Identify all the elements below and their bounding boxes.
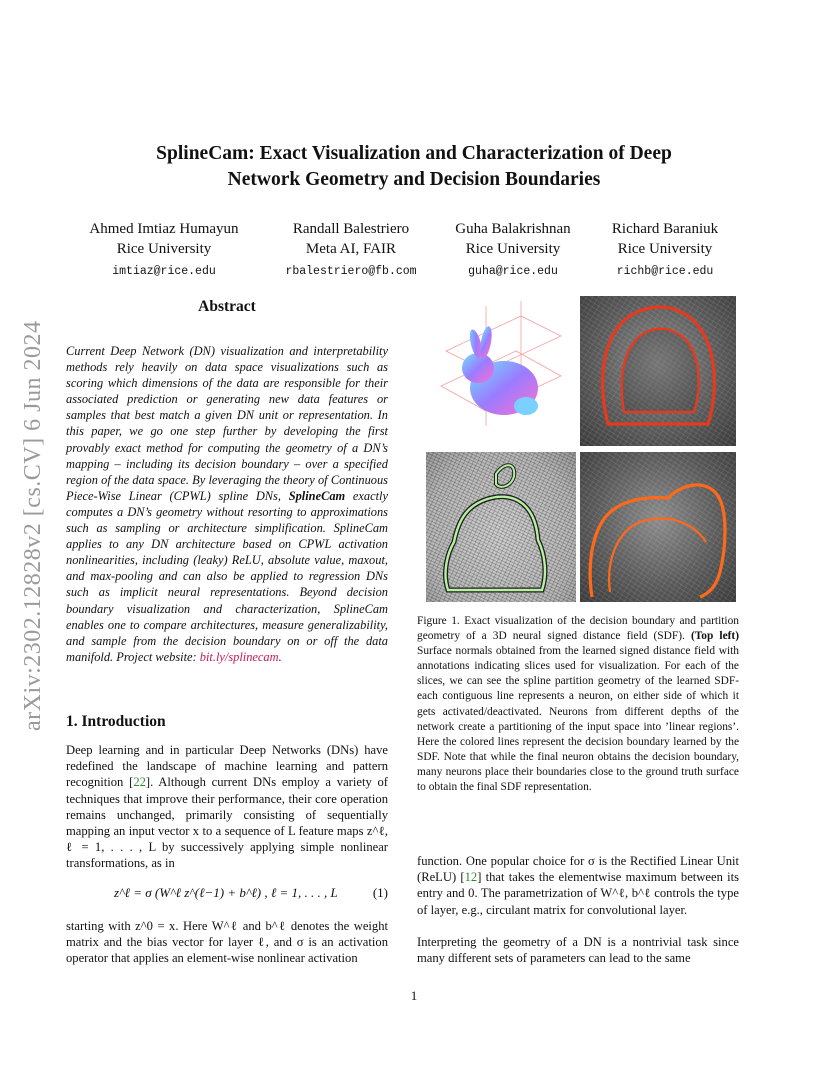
- figure-panel-slice-orange: [580, 452, 736, 602]
- right-p1-text-b: ] that takes the elementwise maximum between its entry and 0. The parametrization of W^ℓ, b^ℓ controls the type of layer, e.g., circulant matrix for convolutional layer.: [417, 870, 739, 917]
- title-line-1: SplineCam: Exact Visualization and Characterization of Deep: [156, 143, 672, 164]
- author-name: Ahmed Imtiaz Humayun: [89, 221, 239, 237]
- author-affiliation: Meta AI, FAIR: [305, 241, 397, 257]
- title-line-2: Network Geometry and Decision Boundaries: [227, 169, 601, 190]
- red-decision-boundary: [580, 296, 736, 446]
- author-1: [72, 219, 256, 282]
- project-website-link[interactable]: bit.ly/splinecam: [199, 649, 279, 664]
- author-email: guha@rice.edu: [468, 265, 558, 278]
- abstract-part-a: Current Deep Network (DN) visualization and interpretability methods rely heavily on data space visualizations such as scoring which dimensions of the data are responsible for their associated prediction or generating new data features or samples that best match a given DN unit or representation. In this paper, we go one step further by developing the first provably exact method for computing the geometry of a DN’s mapping – including its decision boundary – over a specified region of the data space. By leveraging the theory of Continuous Piece-Wise Linear (CPWL) spline DNs,: [66, 344, 388, 503]
- caption-bold-top-left: (Top left): [690, 630, 740, 643]
- abstract-bold-splinecam: SplineCam: [288, 488, 346, 503]
- equation-number: (1): [372, 885, 388, 900]
- author-email: rbalestriero@fb.com: [285, 265, 417, 278]
- abstract-text: Current Deep Network (DN) visualization and interpretability methods rely heavily on data space visualizations such as scoring which dimensions of the data are responsible for their associated prediction or generating new data features or samples that best match a given DN unit or representation. In this paper, we go one step further by developing the first provably exact method for computing the geometry of a DN’s mapping – including its decision boundary – over a specified region of the data space. By leveraging the theory of Continuous Piece-Wise Linear (CPWL) spline DNs, SplineCam exactly computes a DN’s geometry without resorting to approximations such as sampling or architecture simplification. SplineCam applies to any DN architecture based on CPWL activation nonlinearities, including (leaky) ReLU, absolute value, maxout, and max-pooling and can also be applied to regression DNs such as implicit neural representations. Beyond decision boundary visualization and characterization, SplineCam enables one to compare architectures, measure generalizability, and sample from the decision boundary on or off the data manifold. Project website: bit.ly/splinecam.: [66, 344, 388, 664]
- abstract-part-b: exactly computes a DN’s geometry without resorting to approximations such as sampling or architecture simplification. SplineCam applies to any DN architecture based on CPWL activation nonlinearities, including (leaky) ReLU, absolute value, maxout, and max-pooling and can also be applied to regression DNs such as implicit neural representations. Beyond decision boundary visualization and characterization, SplineCam enables one to compare architectures, measure generalizability, and sample from the decision boundary on or off the data manifold. Project website:: [66, 488, 388, 664]
- bunny-normals-illustration: [426, 296, 576, 441]
- green-decision-boundary: [426, 452, 576, 602]
- figure-panel-slice-red: [580, 296, 736, 446]
- author-name: Guha Balakrishnan: [455, 221, 571, 237]
- author-3: [438, 219, 588, 282]
- figure-panel-bunny-normals: [426, 296, 576, 441]
- author-2: [266, 219, 436, 282]
- intro-p1-text-b: ]. Although current DNs employ a variety of techniques that improve their performance, their core operation remains unchanged, primarily consisting of sequentially mapping an input vector x to a sequence of L feature maps z^ℓ, ℓ = 1, . . . , L by successively applying simple nonlinear transformations, as in: [66, 775, 388, 871]
- author-name: Richard Baraniuk: [611, 221, 719, 237]
- author-email: richb@rice.edu: [616, 265, 714, 278]
- author-affiliation: Rice University: [617, 241, 713, 257]
- intro-paragraph-2: starting with z^0 = x. Here W^ℓ and b^ℓ denotes the weight matrix and the bias vector for layer ℓ, and σ is an activation operator that applies an element-wise nonlinear activation: [66, 919, 388, 966]
- author-name: Randall Balestriero: [292, 221, 410, 237]
- right-p1-text-a: function. One popular choice for σ is the Rectified Linear Unit (ReLU) [: [417, 854, 739, 885]
- page-number: 1: [410, 988, 418, 1003]
- abstract-heading: Abstract: [198, 298, 256, 315]
- orange-decision-boundary: [580, 452, 736, 602]
- arxiv-identifier: arXiv:2302.12828v2 [cs.CV] 6 Jun 2024: [20, 320, 46, 732]
- figure-panel-slice-green: [426, 452, 576, 602]
- figure-1-caption: [417, 614, 739, 795]
- author-4: [594, 219, 736, 282]
- intro-p1-text-a: Deep learning and in particular Deep Networks (DNs) have redefined the landscape of machine learning and pattern recognition [: [66, 743, 388, 790]
- citation-link[interactable]: 12: [464, 870, 478, 885]
- right-paragraph-1: [417, 853, 739, 918]
- intro-heading: 1. Introduction: [66, 713, 166, 730]
- caption-text-a: Figure 1. Exact visualization of the decision boundary and partition geometry of a 3D neural signed distance field (SDF).: [417, 615, 739, 643]
- citation-link[interactable]: 22: [133, 775, 146, 790]
- caption-text-b: Surface normals obtained from the learned signed distance field with annotations indicating slices used for visualization. For each of the slices, we can see the spline partition geometry of the learned SDF- each contiguous line represents a neuron, on either side of which it gets activated/deactivated. Neurons from different depths of the network create a partitioning of the input space into ’linear regions’. Here the colored lines represent the decision boundary learned by the SDF. Note that while the final neuron obtains the decision boundary, many neurons place their boundaries close to the ground truth surface to obtain the final SDF representation.: [417, 645, 739, 794]
- equation-body: z^ℓ = σ (W^ℓ z^(ℓ−1) + b^ℓ) , ℓ = 1, . . . , L: [114, 885, 338, 900]
- author-email: imtiaz@rice.edu: [112, 265, 216, 278]
- right-paragraph-2: Interpreting the geometry of a DN is a nontrivial task since many different sets of parameters can lead to the same: [417, 935, 739, 966]
- paper-title: [70, 141, 758, 193]
- author-affiliation: Rice University: [116, 241, 212, 257]
- author-affiliation: Rice University: [465, 241, 561, 257]
- intro-paragraph-1: [66, 742, 388, 872]
